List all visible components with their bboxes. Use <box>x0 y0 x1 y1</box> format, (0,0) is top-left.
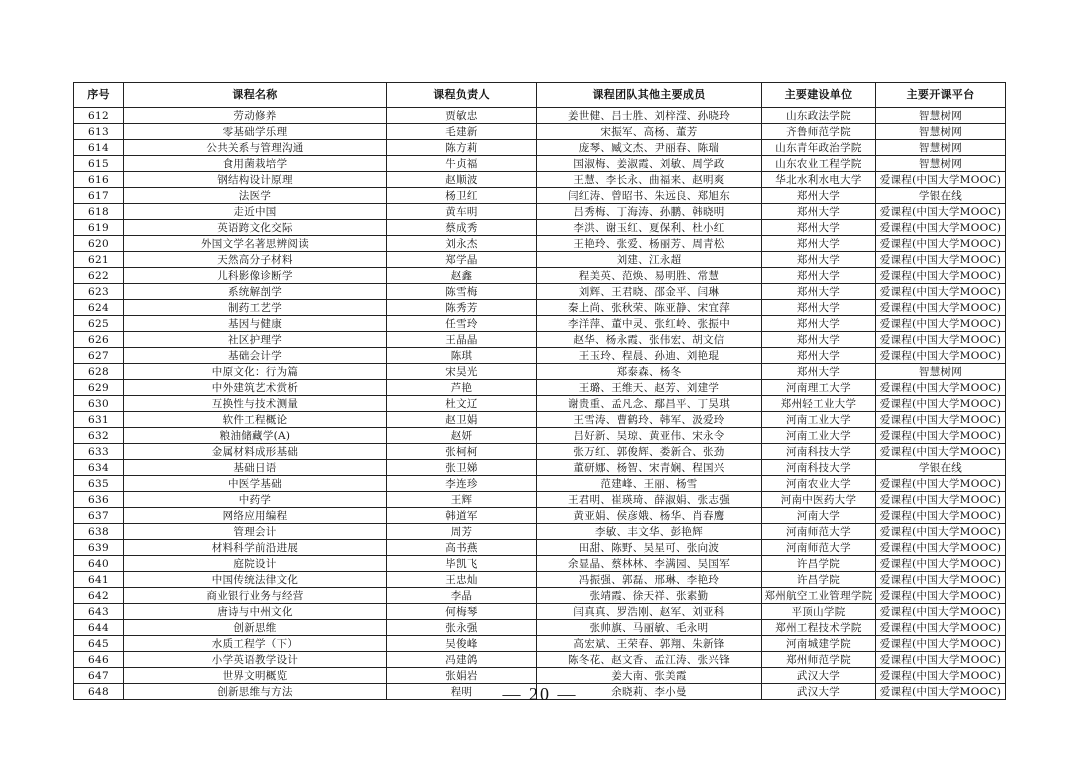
cell-institution: 郑州大学 <box>762 220 876 236</box>
table-row <box>74 188 1006 204</box>
cell-platform: 智慧树网 <box>876 156 1006 172</box>
cell-course-leader: 贾敏忠 <box>387 108 537 124</box>
cell-institution: 郑州大学 <box>762 268 876 284</box>
table-row <box>74 620 1006 636</box>
cell-team-members: 李洋萍、董中灵、张红岭、张振中 <box>537 316 762 332</box>
table-row <box>74 444 1006 460</box>
cell-institution: 山东青年政治学院 <box>762 140 876 156</box>
cell-platform: 爱课程(中国大学MOOC) <box>876 428 1006 444</box>
cell-row-index: 637 <box>74 508 124 524</box>
cell-platform: 智慧树网 <box>876 140 1006 156</box>
cell-platform: 爱课程(中国大学MOOC) <box>876 476 1006 492</box>
cell-course-name: 网络应用编程 <box>124 508 387 524</box>
cell-institution: 郑州轻工业大学 <box>762 396 876 412</box>
table-row <box>74 364 1006 380</box>
header-team-members: 课程团队其他主要成员 <box>537 83 762 108</box>
table-row <box>74 236 1006 252</box>
cell-platform: 智慧树网 <box>876 364 1006 380</box>
cell-course-name: 中药学 <box>124 492 387 508</box>
cell-course-leader: 毛建新 <box>387 124 537 140</box>
cell-row-index: 633 <box>74 444 124 460</box>
cell-course-name: 食用菌栽培学 <box>124 156 387 172</box>
cell-row-index: 612 <box>74 108 124 124</box>
cell-course-name: 唐诗与中州文化 <box>124 604 387 620</box>
cell-institution: 郑州大学 <box>762 252 876 268</box>
cell-row-index: 617 <box>74 188 124 204</box>
cell-row-index: 616 <box>74 172 124 188</box>
cell-row-index: 642 <box>74 588 124 604</box>
cell-course-name: 外国文学名著思辨阅读 <box>124 236 387 252</box>
cell-institution: 河南城建学院 <box>762 636 876 652</box>
cell-platform: 爱课程(中国大学MOOC) <box>876 684 1006 700</box>
cell-course-name: 中国传统法律文化 <box>124 572 387 588</box>
cell-institution: 河南科技大学 <box>762 444 876 460</box>
cell-course-name: 软件工程概论 <box>124 412 387 428</box>
cell-team-members: 余显晶、蔡林林、李满园、吴国军 <box>537 556 762 572</box>
cell-row-index: 618 <box>74 204 124 220</box>
cell-team-members: 国淑梅、姜淑霞、刘敏、周学政 <box>537 156 762 172</box>
cell-platform: 爱课程(中国大学MOOC) <box>876 668 1006 684</box>
table-row <box>74 268 1006 284</box>
cell-course-name: 中外建筑艺术赏析 <box>124 380 387 396</box>
cell-course-name: 基础会计学 <box>124 348 387 364</box>
cell-row-index: 635 <box>74 476 124 492</box>
cell-course-name: 基因与健康 <box>124 316 387 332</box>
cell-row-index: 613 <box>74 124 124 140</box>
cell-platform: 智慧树网 <box>876 108 1006 124</box>
table-row <box>74 652 1006 668</box>
cell-row-index: 619 <box>74 220 124 236</box>
cell-course-leader: 陈雪梅 <box>387 284 537 300</box>
cell-platform: 爱课程(中国大学MOOC) <box>876 284 1006 300</box>
cell-row-index: 626 <box>74 332 124 348</box>
cell-course-name: 创新思维与方法 <box>124 684 387 700</box>
cell-row-index: 620 <box>74 236 124 252</box>
cell-platform: 爱课程(中国大学MOOC) <box>876 300 1006 316</box>
cell-course-leader: 王忠灿 <box>387 572 537 588</box>
cell-course-leader: 牛贞福 <box>387 156 537 172</box>
table-row <box>74 316 1006 332</box>
cell-team-members: 秦上尚、张秋荣、陈亚静、宋宜萍 <box>537 300 762 316</box>
cell-course-name: 系统解剖学 <box>124 284 387 300</box>
cell-course-name: 互换性与技术测量 <box>124 396 387 412</box>
cell-course-name: 中原文化：行为篇 <box>124 364 387 380</box>
cell-institution: 河南科技大学 <box>762 460 876 476</box>
cell-row-index: 630 <box>74 396 124 412</box>
table-header-row <box>74 83 1006 108</box>
table-row <box>74 172 1006 188</box>
cell-institution: 齐鲁师范学院 <box>762 124 876 140</box>
table-row <box>74 636 1006 652</box>
table-row <box>74 396 1006 412</box>
cell-platform: 爱课程(中国大学MOOC) <box>876 620 1006 636</box>
cell-team-members: 姜大南、张美霞 <box>537 668 762 684</box>
cell-course-leader: 韩道军 <box>387 508 537 524</box>
cell-row-index: 623 <box>74 284 124 300</box>
cell-team-members: 张万红、郭俊辉、娄新合、张劲 <box>537 444 762 460</box>
cell-institution: 河南工业大学 <box>762 428 876 444</box>
cell-course-leader: 黄车明 <box>387 204 537 220</box>
cell-course-name: 法医学 <box>124 188 387 204</box>
cell-institution: 郑州大学 <box>762 316 876 332</box>
table-row <box>74 124 1006 140</box>
table-row <box>74 572 1006 588</box>
cell-course-leader: 宋昊光 <box>387 364 537 380</box>
course-table <box>73 82 1006 700</box>
cell-course-name: 钢结构设计原理 <box>124 172 387 188</box>
cell-platform: 爱课程(中国大学MOOC) <box>876 412 1006 428</box>
cell-row-index: 622 <box>74 268 124 284</box>
table-row <box>74 556 1006 572</box>
cell-team-members: 范建峰、王丽、杨雪 <box>537 476 762 492</box>
table-row <box>74 300 1006 316</box>
cell-platform: 爱课程(中国大学MOOC) <box>876 348 1006 364</box>
table-row <box>74 204 1006 220</box>
cell-course-name: 粮油储藏学(A) <box>124 428 387 444</box>
cell-platform: 爱课程(中国大学MOOC) <box>876 540 1006 556</box>
table-row <box>74 508 1006 524</box>
cell-institution: 许昌学院 <box>762 572 876 588</box>
cell-institution: 郑州师范学院 <box>762 652 876 668</box>
cell-team-members: 庞琴、臧文杰、尹丽春、陈瑞 <box>537 140 762 156</box>
cell-course-leader: 高书燕 <box>387 540 537 556</box>
cell-team-members: 刘建、江永超 <box>537 252 762 268</box>
table-row <box>74 108 1006 124</box>
cell-course-name: 材料科学前沿进展 <box>124 540 387 556</box>
cell-row-index: 640 <box>74 556 124 572</box>
cell-course-name: 天然高分子材料 <box>124 252 387 268</box>
table-body <box>74 108 1006 700</box>
cell-team-members: 王璐、王维天、赵芳、刘建学 <box>537 380 762 396</box>
cell-institution: 华北水利水电大学 <box>762 172 876 188</box>
header-platform: 主要开课平台 <box>876 83 1006 108</box>
cell-course-name: 世界文明概览 <box>124 668 387 684</box>
cell-row-index: 645 <box>74 636 124 652</box>
cell-institution: 郑州大学 <box>762 332 876 348</box>
cell-course-leader: 程明 <box>387 684 537 700</box>
cell-team-members: 冯振强、郭磊、邢琳、李艳玲 <box>537 572 762 588</box>
cell-course-name: 庭院设计 <box>124 556 387 572</box>
cell-institution: 河南农业大学 <box>762 476 876 492</box>
cell-row-index: 625 <box>74 316 124 332</box>
table-row <box>74 156 1006 172</box>
table-row <box>74 140 1006 156</box>
cell-platform: 爱课程(中国大学MOOC) <box>876 396 1006 412</box>
cell-course-leader: 吴俊峰 <box>387 636 537 652</box>
header-institution: 主要建设单位 <box>762 83 876 108</box>
cell-platform: 爱课程(中国大学MOOC) <box>876 572 1006 588</box>
cell-platform: 学银在线 <box>876 460 1006 476</box>
cell-course-leader: 王晶晶 <box>387 332 537 348</box>
cell-team-members: 王君明、崔瑛琦、薛淑娟、张志强 <box>537 492 762 508</box>
cell-row-index: 644 <box>74 620 124 636</box>
cell-row-index: 641 <box>74 572 124 588</box>
cell-platform: 爱课程(中国大学MOOC) <box>876 524 1006 540</box>
cell-row-index: 615 <box>74 156 124 172</box>
cell-course-leader: 张柯柯 <box>387 444 537 460</box>
cell-course-leader: 冯建鸽 <box>387 652 537 668</box>
cell-institution: 郑州大学 <box>762 348 876 364</box>
table-row <box>74 380 1006 396</box>
cell-platform: 爱课程(中国大学MOOC) <box>876 236 1006 252</box>
cell-course-name: 小学英语教学设计 <box>124 652 387 668</box>
cell-team-members: 程美英、范焕、易明胜、常慧 <box>537 268 762 284</box>
cell-course-leader: 李连珍 <box>387 476 537 492</box>
cell-row-index: 643 <box>74 604 124 620</box>
cell-institution: 河南师范大学 <box>762 540 876 556</box>
cell-course-name: 创新思维 <box>124 620 387 636</box>
cell-course-leader: 赵妍 <box>387 428 537 444</box>
cell-platform: 爱课程(中国大学MOOC) <box>876 316 1006 332</box>
cell-team-members: 余晓莉、李小曼 <box>537 684 762 700</box>
cell-row-index: 629 <box>74 380 124 396</box>
cell-team-members: 王慧、李长永、曲福来、赵明爽 <box>537 172 762 188</box>
cell-course-name: 制药工艺学 <box>124 300 387 316</box>
cell-course-name: 中医学基础 <box>124 476 387 492</box>
cell-platform: 学银在线 <box>876 188 1006 204</box>
cell-platform: 爱课程(中国大学MOOC) <box>876 268 1006 284</box>
cell-course-name: 水质工程学（下） <box>124 636 387 652</box>
cell-row-index: 627 <box>74 348 124 364</box>
cell-row-index: 621 <box>74 252 124 268</box>
table-row <box>74 588 1006 604</box>
table-row <box>74 428 1006 444</box>
table-row <box>74 252 1006 268</box>
cell-team-members: 郑泰森、杨冬 <box>537 364 762 380</box>
cell-course-name: 管理会计 <box>124 524 387 540</box>
cell-platform: 爱课程(中国大学MOOC) <box>876 380 1006 396</box>
cell-platform: 智慧树网 <box>876 124 1006 140</box>
cell-course-name: 基础日语 <box>124 460 387 476</box>
cell-team-members: 吕好新、吴琼、黄亚伟、宋永令 <box>537 428 762 444</box>
cell-platform: 爱课程(中国大学MOOC) <box>876 556 1006 572</box>
cell-course-leader: 周芳 <box>387 524 537 540</box>
cell-institution: 郑州大学 <box>762 284 876 300</box>
cell-course-name: 零基础学乐理 <box>124 124 387 140</box>
cell-course-leader: 杨卫红 <box>387 188 537 204</box>
cell-team-members: 田甜、陈野、吴星可、张向波 <box>537 540 762 556</box>
cell-platform: 爱课程(中国大学MOOC) <box>876 444 1006 460</box>
cell-platform: 爱课程(中国大学MOOC) <box>876 252 1006 268</box>
cell-course-leader: 陈方莉 <box>387 140 537 156</box>
table-row <box>74 348 1006 364</box>
cell-team-members: 宋振军、高杨、董芳 <box>537 124 762 140</box>
cell-course-leader: 赵顺波 <box>387 172 537 188</box>
header-course-name: 课程名称 <box>124 83 387 108</box>
header-course-leader: 课程负责人 <box>387 83 537 108</box>
table-row <box>74 492 1006 508</box>
cell-course-leader: 张卫娣 <box>387 460 537 476</box>
cell-course-leader: 任雪玲 <box>387 316 537 332</box>
cell-institution: 郑州工程技术学院 <box>762 620 876 636</box>
cell-course-leader: 何梅琴 <box>387 604 537 620</box>
cell-row-index: 638 <box>74 524 124 540</box>
cell-course-leader: 刘永杰 <box>387 236 537 252</box>
cell-row-index: 646 <box>74 652 124 668</box>
cell-institution: 郑州大学 <box>762 364 876 380</box>
cell-team-members: 张帅旗、马丽敏、毛永明 <box>537 620 762 636</box>
cell-institution: 河南师范大学 <box>762 524 876 540</box>
cell-platform: 爱课程(中国大学MOOC) <box>876 172 1006 188</box>
page-number: — 20 — <box>502 684 578 704</box>
cell-institution: 平顶山学院 <box>762 604 876 620</box>
cell-row-index: 628 <box>74 364 124 380</box>
table-row <box>74 476 1006 492</box>
cell-institution: 郑州航空工业管理学院 <box>762 588 876 604</box>
cell-platform: 爱课程(中国大学MOOC) <box>876 508 1006 524</box>
cell-team-members: 闫红涛、曾昭书、朱远良、郑旭东 <box>537 188 762 204</box>
cell-institution: 许昌学院 <box>762 556 876 572</box>
cell-row-index: 648 <box>74 684 124 700</box>
cell-team-members: 张靖霞、徐天祥、张素勤 <box>537 588 762 604</box>
cell-platform: 爱课程(中国大学MOOC) <box>876 604 1006 620</box>
cell-institution: 武汉大学 <box>762 668 876 684</box>
cell-institution: 河南中医药大学 <box>762 492 876 508</box>
cell-team-members: 黄亚娟、侯彦娥、杨华、肖春鹰 <box>537 508 762 524</box>
table-row <box>74 540 1006 556</box>
table-row <box>74 220 1006 236</box>
table-row <box>74 604 1006 620</box>
cell-course-leader: 郑学晶 <box>387 252 537 268</box>
cell-course-leader: 王辉 <box>387 492 537 508</box>
cell-row-index: 639 <box>74 540 124 556</box>
cell-team-members: 高宏斌、王荣春、郭翔、朱新锋 <box>537 636 762 652</box>
cell-platform: 爱课程(中国大学MOOC) <box>876 332 1006 348</box>
table-row <box>74 284 1006 300</box>
cell-course-leader: 陈秀芳 <box>387 300 537 316</box>
cell-course-leader: 芦艳 <box>387 380 537 396</box>
cell-platform: 爱课程(中国大学MOOC) <box>876 636 1006 652</box>
cell-institution: 河南理工大学 <box>762 380 876 396</box>
cell-course-name: 社区护理学 <box>124 332 387 348</box>
cell-team-members: 谢贵重、孟凡念、鄢昌平、丁昊琪 <box>537 396 762 412</box>
cell-platform: 爱课程(中国大学MOOC) <box>876 492 1006 508</box>
cell-course-leader: 张娟岩 <box>387 668 537 684</box>
table-row <box>74 412 1006 428</box>
cell-course-name: 劳动修养 <box>124 108 387 124</box>
cell-team-members: 董研娜、杨智、宋青娴、程国兴 <box>537 460 762 476</box>
cell-row-index: 624 <box>74 300 124 316</box>
cell-institution: 郑州大学 <box>762 300 876 316</box>
cell-team-members: 王艳玲、张爱、杨丽芳、周青松 <box>537 236 762 252</box>
cell-institution: 郑州大学 <box>762 236 876 252</box>
cell-course-leader: 毕凯飞 <box>387 556 537 572</box>
cell-platform: 爱课程(中国大学MOOC) <box>876 588 1006 604</box>
cell-course-leader: 陈琪 <box>387 348 537 364</box>
cell-course-name: 儿科影像诊断学 <box>124 268 387 284</box>
cell-course-leader: 杜文辽 <box>387 396 537 412</box>
cell-row-index: 634 <box>74 460 124 476</box>
cell-institution: 河南工业大学 <box>762 412 876 428</box>
cell-team-members: 李洪、谢玉红、夏保利、杜小红 <box>537 220 762 236</box>
cell-course-leader: 李晶 <box>387 588 537 604</box>
header-index: 序号 <box>74 83 124 108</box>
cell-course-name: 商业银行业务与经营 <box>124 588 387 604</box>
cell-institution: 郑州大学 <box>762 204 876 220</box>
cell-course-leader: 张永强 <box>387 620 537 636</box>
cell-row-index: 631 <box>74 412 124 428</box>
cell-platform: 爱课程(中国大学MOOC) <box>876 652 1006 668</box>
cell-institution: 河南大学 <box>762 508 876 524</box>
cell-platform: 爱课程(中国大学MOOC) <box>876 204 1006 220</box>
cell-row-index: 636 <box>74 492 124 508</box>
cell-row-index: 614 <box>74 140 124 156</box>
cell-institution: 山东政法学院 <box>762 108 876 124</box>
cell-platform: 爱课程(中国大学MOOC) <box>876 220 1006 236</box>
cell-institution: 山东农业工程学院 <box>762 156 876 172</box>
table-row <box>74 332 1006 348</box>
cell-course-leader: 蔡成秀 <box>387 220 537 236</box>
cell-row-index: 647 <box>74 668 124 684</box>
cell-team-members: 赵华、杨永霞、张伟宏、胡文信 <box>537 332 762 348</box>
cell-team-members: 陈冬花、赵文香、孟江涛、张兴锋 <box>537 652 762 668</box>
table-row <box>74 668 1006 684</box>
cell-team-members: 闫真真、罗浩刚、赵军、刘亚科 <box>537 604 762 620</box>
cell-row-index: 632 <box>74 428 124 444</box>
cell-course-name: 金属材料成形基础 <box>124 444 387 460</box>
cell-course-leader: 赵卫娟 <box>387 412 537 428</box>
cell-team-members: 姜世健、吕士胜、刘梓滢、孙晓玲 <box>537 108 762 124</box>
cell-team-members: 王玉玲、程晨、孙迪、刘艳琨 <box>537 348 762 364</box>
cell-course-leader: 赵鑫 <box>387 268 537 284</box>
cell-team-members: 王雪涛、曹鹤玲、韩军、汲爱玲 <box>537 412 762 428</box>
cell-team-members: 吕秀梅、丁海涛、孙鹏、韩晓明 <box>537 204 762 220</box>
cell-institution: 郑州大学 <box>762 188 876 204</box>
table-row <box>74 524 1006 540</box>
cell-team-members: 李敏、丰文华、彭艳辉 <box>537 524 762 540</box>
table-row <box>74 460 1006 476</box>
cell-course-name: 英语跨文化交际 <box>124 220 387 236</box>
cell-institution: 武汉大学 <box>762 684 876 700</box>
course-list-page <box>73 82 1005 700</box>
cell-course-name: 走近中国 <box>124 204 387 220</box>
cell-team-members: 刘辉、王君晓、邵金平、闫琳 <box>537 284 762 300</box>
cell-course-name: 公共关系与管理沟通 <box>124 140 387 156</box>
